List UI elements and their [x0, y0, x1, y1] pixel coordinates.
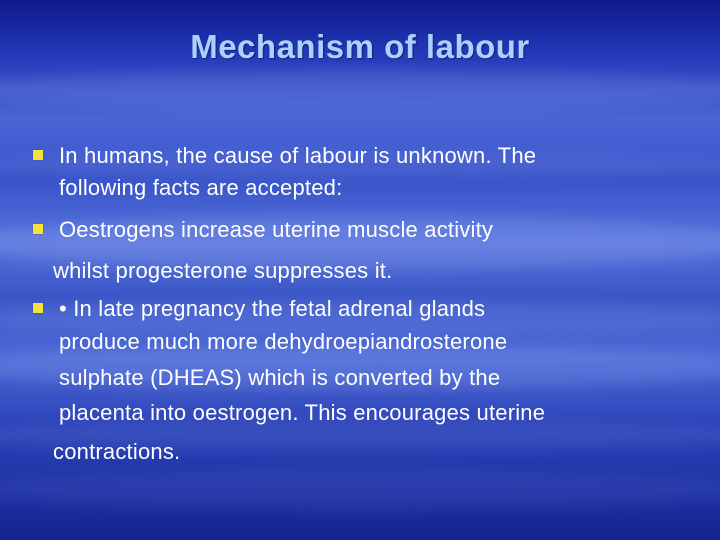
- bullet-3-line-2: produce much more dehydroepiandrosterone: [59, 329, 508, 354]
- square-bullet-icon: [33, 303, 43, 313]
- bullet-1-line-1: In humans, the cause of labour is unknown. The: [59, 143, 537, 168]
- bullet-3-line-1: • In late pregnancy the fetal adrenal glands: [59, 296, 486, 321]
- slide-title: Mechanism of labour: [190, 28, 530, 65]
- square-bullet-icon: [33, 224, 43, 234]
- bullet-2-line-1: Oestrogens increase uterine muscle activity: [59, 217, 494, 242]
- bullet-3-line-4: placenta into oestrogen. This encourages uterine: [59, 400, 546, 425]
- bullet-3-line-3: sulphate (DHEAS) which is converted by the: [59, 365, 501, 390]
- bullet-2-continuation: whilst progesterone suppresses it.: [53, 258, 393, 283]
- square-bullet-icon: [33, 150, 43, 160]
- bullet-3-continuation: contractions.: [53, 439, 181, 464]
- bullet-1-line-2: following facts are accepted:: [59, 175, 343, 200]
